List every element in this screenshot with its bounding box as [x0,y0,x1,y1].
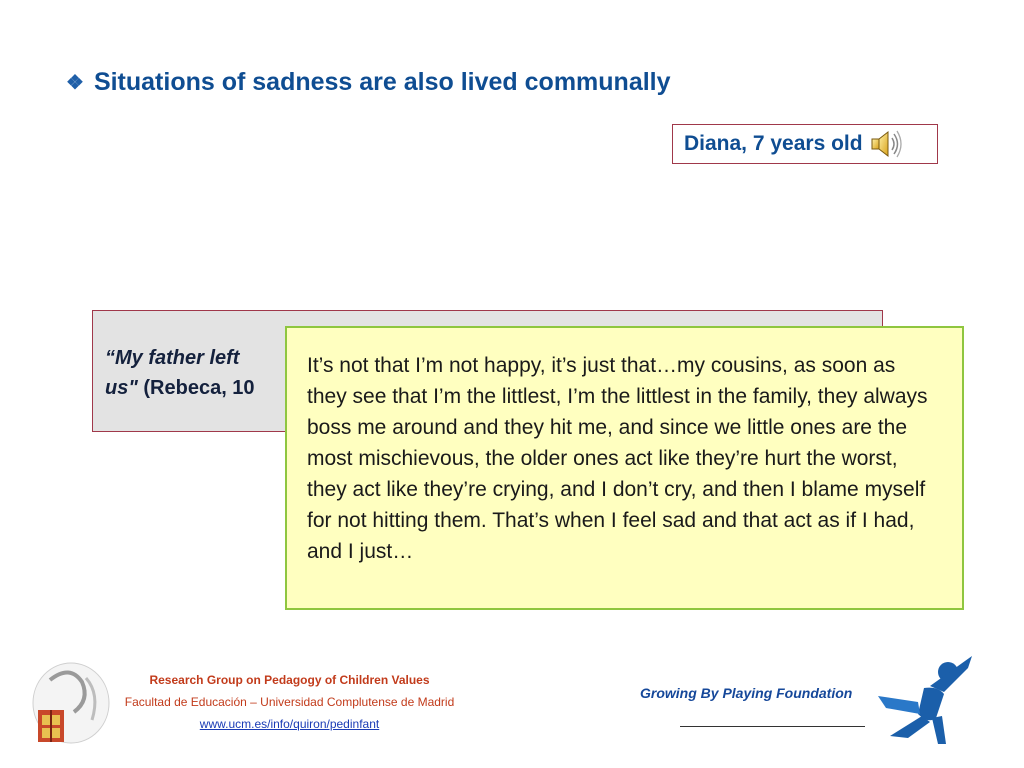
audio-clip-box[interactable] [672,124,938,164]
jumping-figure-logo [872,652,977,746]
quote-line1: “My father left [105,347,240,369]
research-group-name: Research Group on Pedagogy of Children Values [149,673,430,687]
website-link[interactable]: www.ucm.es/info/quiron/pedinfant [199,717,380,731]
slide-title [66,68,671,97]
footer-divider [680,726,865,727]
audio-clip-label: Diana, 7 years old [684,132,863,155]
faculty-name: Facultad de Educación – Universidad Complutense de Madrid [124,695,455,709]
testimony-text: It’s not that I’m not happy, it’s just that…my cousins, as soon as they see that I’m the littlest, I’m the littlest in the family, they always boss me around and they hit me, and since we little ones are the most mischievous, the older ones act like they’re hurt the worst, they act like they’re crying, and I don’t cry, and then I blame myself for not hitting them. That’s when I feel sad and that act as if I had, and I just… [307,354,928,563]
quote-line2: us" [105,377,138,399]
footer-info [112,670,467,734]
university-seal-logo [30,660,112,746]
speaker-icon[interactable] [869,127,903,161]
foundation-name: Growing By Playing Foundation [640,685,853,701]
quote-citation: (Rebeca, 10 [137,377,255,399]
slide-title-text: Situations of sadness are also lived communally [93,68,671,96]
testimony-callout [285,326,964,610]
diamond-bullet-icon: ❖ [66,72,84,94]
